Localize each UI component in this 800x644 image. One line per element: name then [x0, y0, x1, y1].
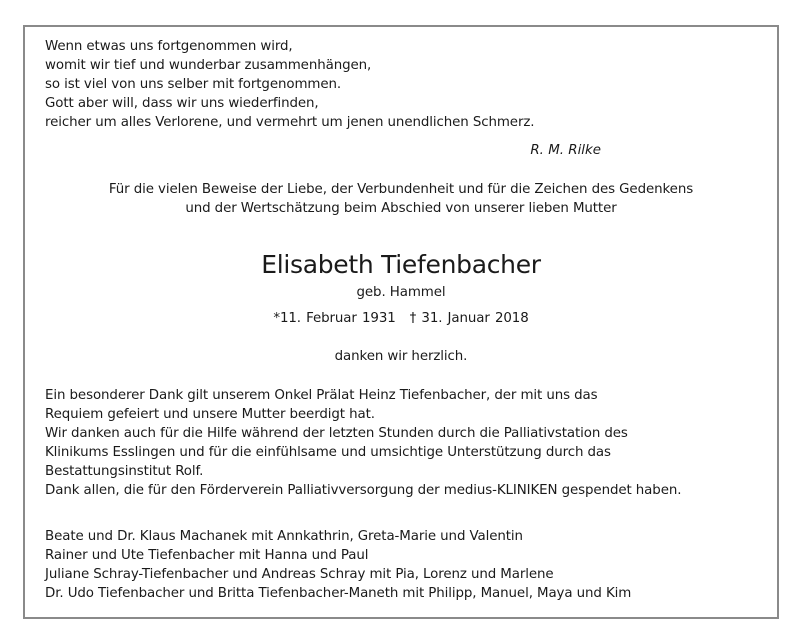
birth-date: *11. Februar 1931	[273, 311, 396, 326]
poem-line: Wenn etwas uns fortgenommen wird,	[45, 39, 293, 54]
life-dates	[23, 309, 779, 328]
poem-line: reicher um alles Verlorene, und vermehrt um jenen unendlichen Schmerz.	[45, 115, 535, 130]
family-line: Rainer und Ute Tiefenbacher mit Hanna und Paul	[45, 548, 369, 563]
poem-line: womit wir tief und wunderbar zusammenhängen,	[45, 58, 372, 73]
maiden-name: geb. Hammel	[356, 285, 446, 300]
intro-text	[23, 180, 779, 218]
thanks-line: danken wir herzlich.	[334, 349, 468, 364]
poem	[45, 37, 534, 132]
acknowledgement-line: Bestattungsinstitut Rolf.	[45, 464, 204, 479]
acknowledgement-line: Dank allen, die für den Förderverein Palliativversorgung der medius-KLINIKEN gespendet haben.	[45, 483, 682, 498]
acknowledgement-line: Ein besonderer Dank gilt unserem Onkel Prälat Heinz Tiefenbacher, der mit uns das	[45, 388, 598, 403]
intro-line: und der Wertschätzung beim Abschied von unserer lieben Mutter	[185, 201, 617, 216]
acknowledgement-line: Wir danken auch für die Hilfe während der letzten Stunden durch die Palliativstation des	[45, 426, 628, 441]
acknowledgement-line: Requiem gefeiert und unsere Mutter beerdigt hat.	[45, 407, 375, 422]
death-date: † 31. Januar 2018	[409, 311, 529, 326]
family-line: Dr. Udo Tiefenbacher und Britta Tiefenbacher-Maneth mit Philipp, Manuel, Maya und Kim	[45, 586, 632, 601]
acknowledgements	[45, 386, 681, 500]
poem-line: so ist viel von uns selber mit fortgenommen.	[45, 77, 342, 92]
family-signatures	[45, 527, 631, 603]
family-line: Beate und Dr. Klaus Machanek mit Annkathrin, Greta-Marie und Valentin	[45, 529, 523, 544]
deceased-name: Elisabeth Tiefenbacher	[261, 250, 541, 279]
poem-line: Gott aber will, dass wir uns wiederfinden,	[45, 96, 319, 111]
intro-line: Für die vielen Beweise der Liebe, der Verbundenheit und für die Zeichen des Gedenkens	[108, 182, 694, 197]
poem-author: R. M. Rilke	[530, 143, 601, 158]
acknowledgement-line: Klinikums Esslingen und für die einfühlsame und umsichtige Unterstützung durch das	[45, 445, 611, 460]
family-line: Juliane Schray-Tiefenbacher und Andreas Schray mit Pia, Lorenz und Marlene	[45, 567, 554, 582]
